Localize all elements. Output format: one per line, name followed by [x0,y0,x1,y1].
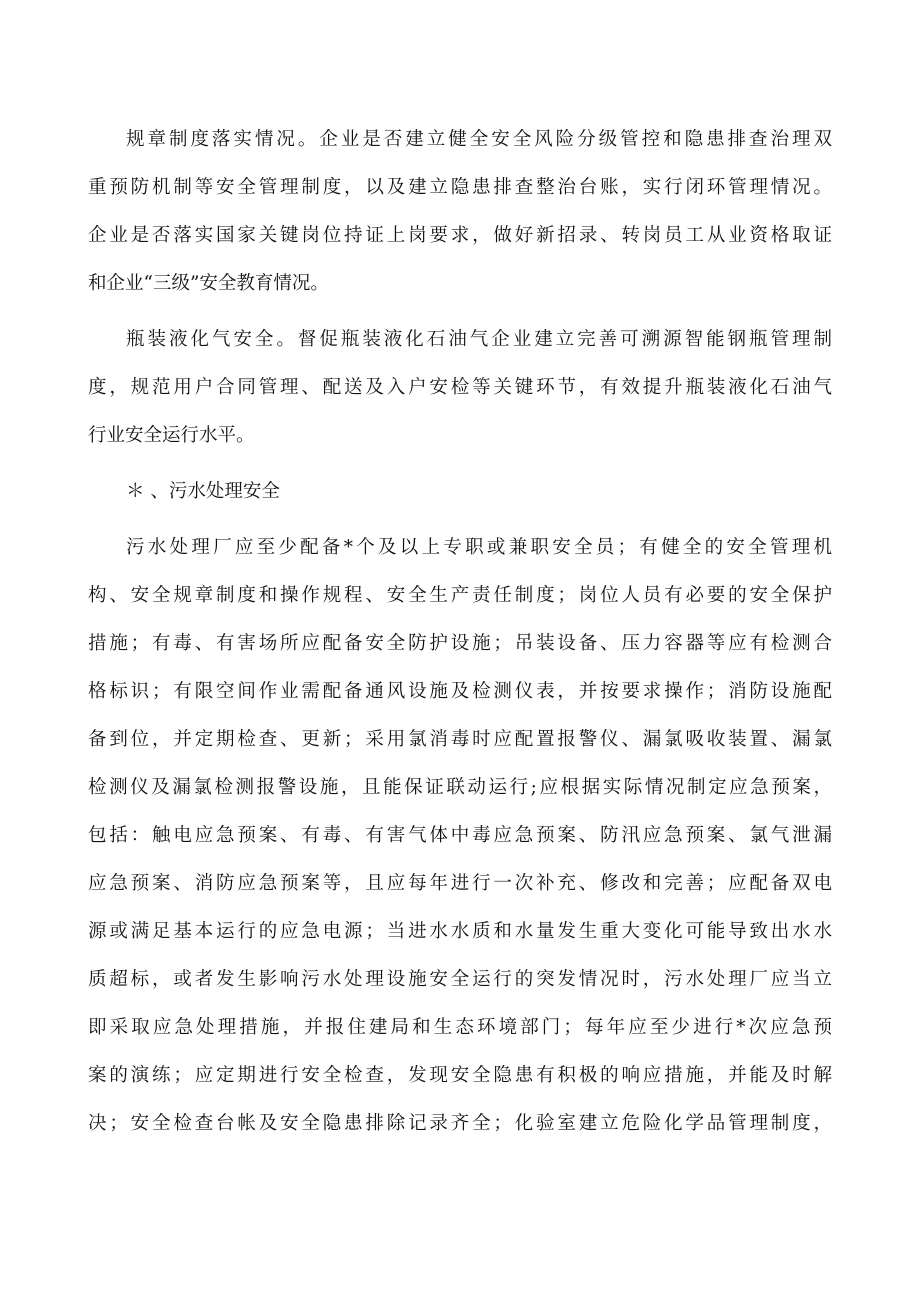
section-heading: ＊ 、污水处理安全 [126,481,280,502]
paragraph-3-line-10: 质超标，或者发生影响污水处理设施安全运行的突发情况时，污水处理厂应当立 [88,969,832,990]
paragraph-3-line-3: 措施；有毒、有害场所应配备安全防护设施；吊装设备、压力容器等应有检测合 [88,633,832,654]
paragraph-1-line-2: 重预防机制等安全管理制度，以及建立隐患排查整治台账，实行闭环管理情况。 [88,177,832,198]
paragraph-3-line-6: 检测仪及漏氯检测报警设施，且能保证联动运行;应根据实际情况制定应急预案， [88,777,832,798]
paragraph-3-line-11: 即采取应急处理措施，并报住建局和生态环境部门；每年应至少进行*次应急预 [88,1017,832,1038]
paragraph-3-line-8: 应急预案、消防应急预案等，且应每年进行一次补充、修改和完善；应配备双电 [88,873,832,894]
paragraph-3-line-9: 源或满足基本运行的应急电源；当进水水质和水量发生重大变化可能导致出水水 [88,921,832,942]
paragraph-3-line-4: 格标识；有限空间作业需配备通风设施及检测仪表，并按要求操作；消防设施配 [88,681,832,702]
paragraph-3-line-7: 包括：触电应急预案、有毒、有害气体中毒应急预案、防汛应急预案、氯气泄漏 [88,825,832,846]
paragraph-3-line-2: 构、安全规章制度和操作规程、安全生产责任制度；岗位人员有必要的安全保护 [88,585,832,606]
paragraph-3-line-12: 案的演练；应定期进行安全检查，发现安全隐患有积极的响应措施，并能及时解 [88,1065,832,1086]
paragraph-2-line-1: 瓶装液化气安全。督促瓶装液化石油气企业建立完善可溯源智能钢瓶管理制 [126,329,832,350]
paragraph-3-line-13: 决；安全检查台帐及安全隐患排除记录齐全；化验室建立危险化学品管理制度， [88,1113,832,1134]
paragraph-1-line-4: 和企业“三级”安全教育情况。 [88,273,329,294]
paragraph-1-line-1: 规章制度落实情况。企业是否建立健全安全风险分级管控和隐患排查治理双 [126,129,832,150]
paragraph-3-line-1: 污水处理厂应至少配备*个及以上专职或兼职安全员；有健全的安全管理机 [126,537,832,558]
paragraph-1-line-3: 企业是否落实国家关键岗位持证上岗要求，做好新招录、转岗员工从业资格取证 [88,225,832,246]
paragraph-2-line-3: 行业安全运行水平。 [88,425,255,446]
paragraph-3-line-5: 备到位，并定期检查、更新；采用氯消毒时应配置报警仪、漏氯吸收装置、漏氯 [88,729,832,750]
paragraph-2-line-2: 度，规范用户合同管理、配送及入户安检等关键环节，有效提升瓶装液化石油气 [88,377,832,398]
